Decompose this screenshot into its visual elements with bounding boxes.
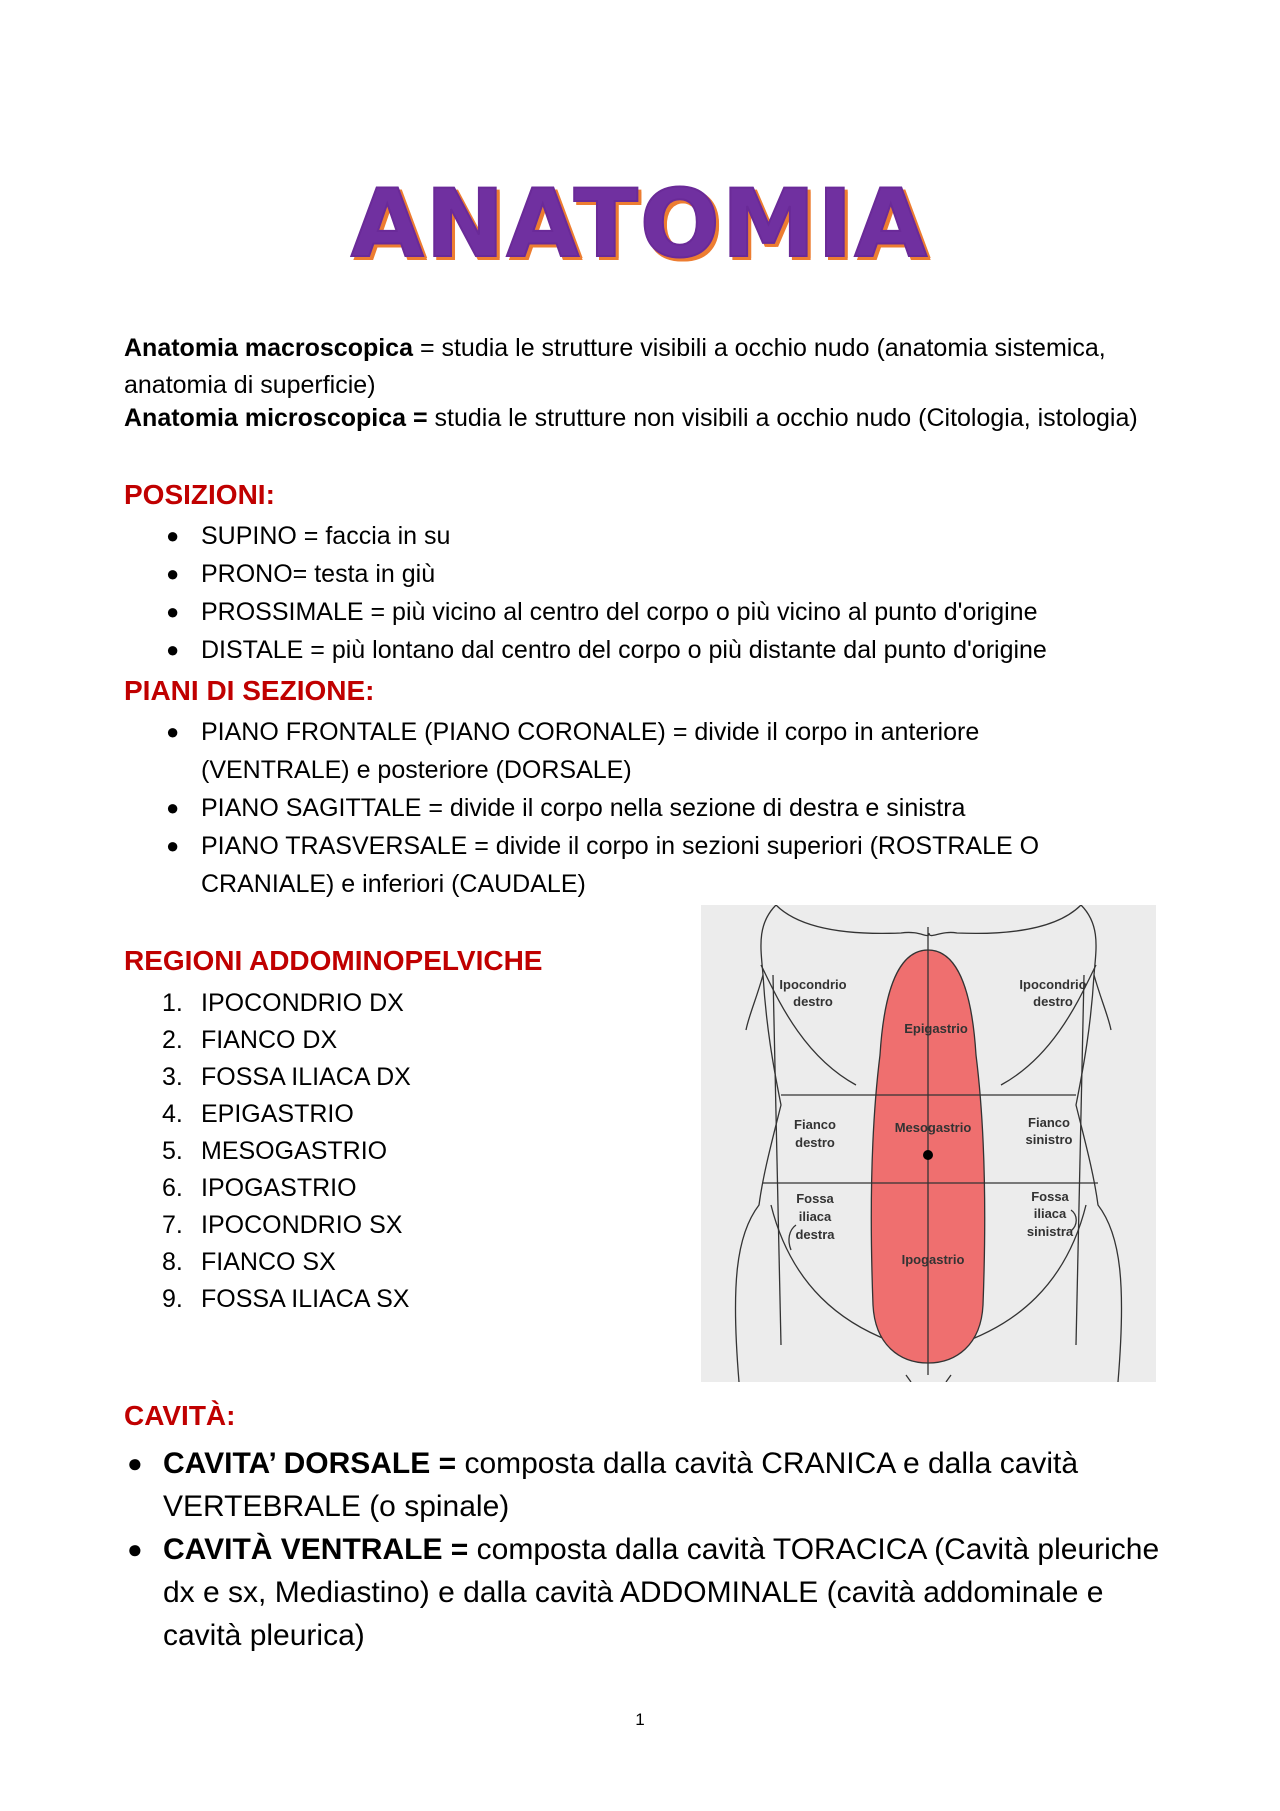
item-number: 9.: [162, 1285, 183, 1313]
list-item: [124, 1059, 411, 1096]
label-ipocondrio-destro-1: Ipocondrio: [779, 977, 847, 992]
bullet-icon: ●: [166, 719, 180, 744]
list-item: [124, 593, 1174, 631]
navel-dot: [923, 1150, 933, 1160]
item-text: PIANO SAGITTALE = divide il corpo nella sezione di destra e sinistra: [201, 794, 966, 822]
item-text: IPOCONDRIO SX: [201, 1211, 403, 1239]
list-item: [124, 1096, 411, 1133]
intro-microscopica: [124, 400, 1154, 437]
label-fianco-destro-1: Fianco: [794, 1117, 836, 1132]
bullet-icon: ●: [166, 795, 180, 820]
list-item: [124, 517, 1174, 555]
cavita-list: [124, 1442, 1184, 1657]
term: Anatomia macroscopica: [124, 334, 413, 362]
list-item: [124, 1207, 411, 1244]
list-item: [124, 555, 1174, 593]
label-fianco-sinistro-2: sinistro: [1025, 1132, 1073, 1147]
item-text: MESOGASTRIO: [201, 1137, 388, 1165]
list-item: [124, 1244, 411, 1281]
item-text: PROSSIMALE = più vicino al centro del corpo o più vicino al punto d'origine: [201, 598, 1038, 626]
list-item: [124, 713, 1084, 789]
bullet-icon: ●: [127, 1534, 143, 1564]
label-fossa-destra-1: Fossa: [796, 1191, 834, 1206]
list-item: [124, 1281, 411, 1318]
list-item: [124, 1170, 411, 1207]
bullet-icon: ●: [166, 599, 180, 624]
label-ipocondrio-sinistro-2: destro: [1033, 994, 1073, 1009]
list-item: [124, 1528, 1184, 1657]
item-text: composta dalla cavità CRANICA e dalla cavità VERTEBRALE (o spinale): [163, 1447, 1079, 1523]
piani-list: [124, 713, 1084, 903]
label-fianco-sinistro-1: Fianco: [1028, 1115, 1070, 1130]
item-text: composta dalla cavità TORACICA (Cavità pleuriche dx e sx, Mediastino) e dalla cavità ADDOMINALE (cavità addominale e cavità pleurica): [163, 1533, 1160, 1652]
label-ipocondrio-destro-2: destro: [793, 994, 833, 1009]
item-number: 8.: [162, 1248, 183, 1276]
item-text: FIANCO SX: [201, 1248, 336, 1276]
item-text: IPOGASTRIO: [201, 1174, 357, 1202]
heading-piani: PIANI DI SEZIONE:: [124, 675, 375, 706]
list-item: [124, 827, 1084, 903]
label-fossa-destra-3: destra: [795, 1227, 835, 1242]
item-text: SUPINO = faccia in su: [201, 522, 451, 550]
item-number: 2.: [162, 1026, 183, 1054]
label-fossa-sinistra-2: iliaca: [1033, 1206, 1067, 1221]
abdominal-regions-figure: [701, 905, 1156, 1382]
item-text: PRONO= testa in giù: [201, 560, 436, 588]
heading-posizioni: POSIZIONI:: [124, 479, 275, 510]
definition: = studia le strutture visibili a occhio nudo (anatomia sistemica, anatomia di superficie): [124, 334, 1106, 399]
item-number: 5.: [162, 1137, 183, 1165]
item-text: FOSSA ILIACA DX: [201, 1063, 411, 1091]
label-ipocondrio-sinistro-1: Ipocondrio: [1019, 977, 1087, 992]
item-text: FIANCO DX: [201, 1026, 338, 1054]
label-mesogastrio: Mesogastrio: [894, 1120, 972, 1135]
label-fossa-sinistra-3: sinistra: [1026, 1224, 1074, 1239]
list-item: [124, 1133, 411, 1170]
term: Anatomia microscopica =: [124, 404, 428, 432]
definition: studia le strutture non visibili a occhio nudo (Citologia, istologia): [427, 404, 1138, 432]
list-item: [124, 631, 1174, 669]
label-fianco-destro-2: destro: [795, 1135, 835, 1150]
bullet-icon: ●: [166, 637, 180, 662]
label-fossa-sinistra-1: Fossa: [1031, 1189, 1069, 1204]
item-number: 7.: [162, 1211, 183, 1239]
bullet-icon: ●: [166, 561, 180, 586]
item-text: EPIGASTRIO: [201, 1100, 354, 1128]
item-number: 4.: [162, 1100, 183, 1128]
bullet-icon: ●: [166, 523, 180, 548]
bullet-icon: ●: [166, 833, 180, 858]
item-number: 6.: [162, 1174, 183, 1202]
list-item: [124, 789, 1084, 827]
page-title: ANATOMIA: [350, 170, 930, 279]
heading-cavita: CAVITÀ:: [124, 1400, 236, 1431]
label-ipogastrio: Ipogastrio: [901, 1252, 965, 1267]
label-epigastrio: Epigastrio: [904, 1021, 968, 1036]
item-term: CAVITA’ DORSALE =: [163, 1447, 457, 1480]
label-fossa-destra-2: iliaca: [798, 1209, 832, 1224]
item-text: IPOCONDRIO DX: [201, 989, 404, 1017]
list-item: [124, 1022, 411, 1059]
item-term: CAVITÀ VENTRALE =: [163, 1533, 469, 1566]
intro-macroscopica: [124, 330, 1154, 404]
posizioni-list: [124, 517, 1174, 669]
item-number: 3.: [162, 1063, 183, 1091]
item-number: 1.: [162, 989, 183, 1017]
page-number: 1: [635, 1710, 645, 1729]
item-text: FOSSA ILIACA SX: [201, 1285, 410, 1313]
list-item: [124, 1442, 1184, 1528]
item-text: DISTALE = più lontano dal centro del corpo o più distante dal punto d'origine: [201, 636, 1047, 664]
heading-regioni: REGIONI ADDOMINOPELVICHE: [124, 945, 543, 976]
regioni-list: [124, 985, 411, 1318]
item-text: PIANO FRONTALE (PIANO CORONALE) = divide il corpo in anteriore (VENTRALE) e posteriore (DORSALE): [201, 718, 980, 784]
list-item: [124, 985, 411, 1022]
item-text: PIANO TRASVERSALE = divide il corpo in sezioni superiori (ROSTRALE O CRANIALE) e inferiori (CAUDALE): [201, 832, 1040, 898]
bullet-icon: ●: [127, 1448, 143, 1478]
